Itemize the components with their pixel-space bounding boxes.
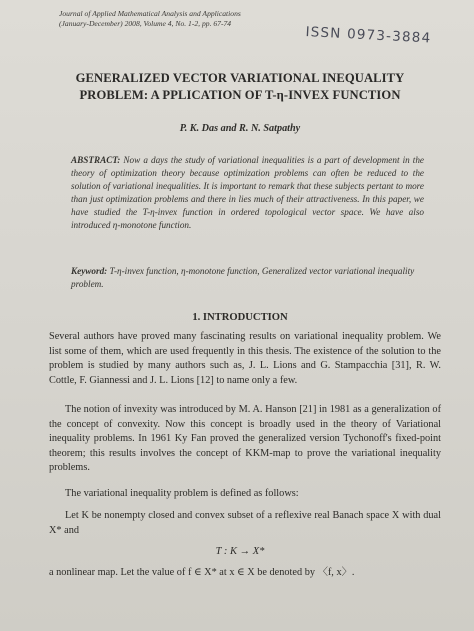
paragraph-4: Let K be nonempty closed and convex subset of a reflexive real Banach space X with dual X* and bbox=[49, 510, 441, 536]
paper-title bbox=[40, 70, 440, 104]
paragraph-3: The variational inequality problem is defined as follows: bbox=[65, 488, 299, 499]
section-heading: 1. INTRODUCTION bbox=[192, 312, 288, 323]
keywords bbox=[71, 265, 424, 291]
paragraph-5: a nonlinear map. Let the value of f ∈ X* at x ∈ X be denoted by 〈f, x〉. bbox=[49, 567, 355, 578]
abstract bbox=[71, 154, 424, 233]
journal-name: Journal of Applied Mathematical Analysis and Applications bbox=[59, 9, 241, 18]
keywords-text: T-η-invex function, η-monotone function, Generalized vector variational inequality problem. bbox=[71, 266, 415, 290]
abstract-label: ABSTRACT: bbox=[71, 155, 121, 165]
abstract-text: Now a days the study of variational inequalities is a part of development in the theory of optimization theory because optimization problems can often be reduced to the solution of variational inequalities. It is important to remark that these subjects pertant to more than just optimization problems and there in lies much of their attractiveness. In this paper, we have studied the T-η-invex function in ordered topological vector space. We have also introduced η-monotone function. bbox=[71, 155, 424, 231]
paragraph-2: The notion of invexity was introduced by M. A. Hanson [21] in 1981 as a generalization of the concept of convexity. Now this concept is broadly used in the theory of Variational inequality problems. In 1961 Ky Fan proved the generalized version Tychonoff's fixed-point theorem; this results involves the concept of KKM-map to prove the variational inequality problems. bbox=[49, 404, 441, 474]
formula-map: T : K → X* bbox=[215, 546, 265, 557]
title-line-2: PROBLEM: A PPLICATION OF T-η-INVEX FUNCTION bbox=[79, 88, 401, 102]
journal-issue: (January-December) 2008, Volume 4, No. 1-2, pp. 67-74 bbox=[59, 19, 232, 28]
paragraph-1: Several authors have proved many fascinating results on variational inequality problem. We list some of them, which are used frequently in this thesis. The existence of the solution to the problem is studied by many authors such as, J. L. Lions and G. Stampacchia [31], R. W. Cottle, F. Giannessi and J. L. Lions [12] to name only a few. bbox=[49, 331, 441, 386]
keywords-label: Keyword: bbox=[71, 266, 108, 276]
handwritten-issn: ISSN 0973-3884 bbox=[305, 24, 432, 47]
title-line-1: GENERALIZED VECTOR VARIATIONAL INEQUALITY bbox=[75, 71, 405, 85]
journal-header bbox=[59, 9, 319, 29]
authors: P. K. Das and R. N. Satpathy bbox=[179, 123, 301, 134]
